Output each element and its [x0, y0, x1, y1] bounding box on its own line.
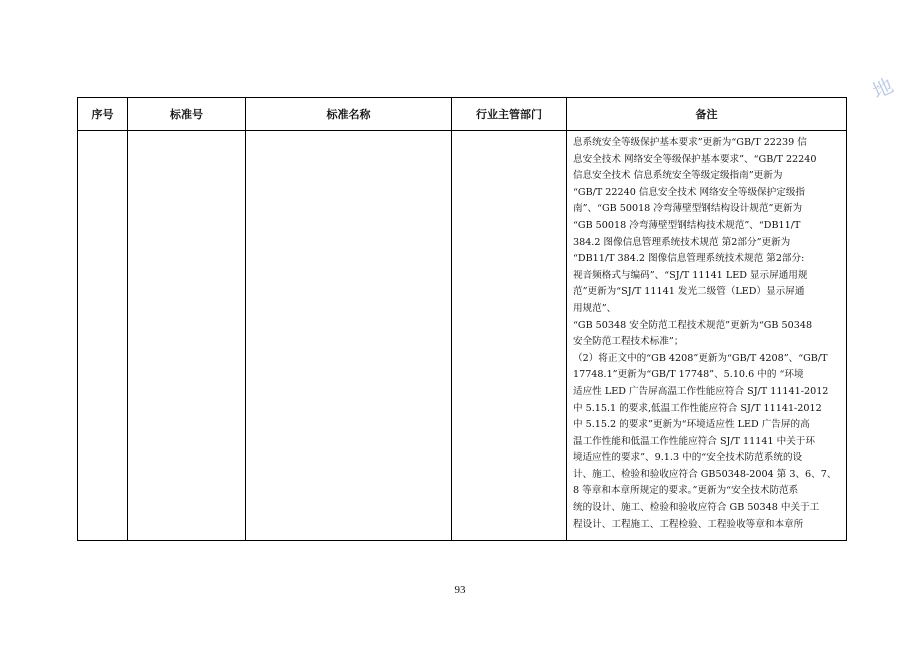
remark-line: 程设计、工程施工、工程检验、工程验收等章和本章所: [573, 518, 804, 530]
page-number: 93: [454, 584, 466, 596]
remarks-text: [567, 131, 846, 535]
watermark-text: 地: [868, 72, 899, 104]
remark-line: 统的设计、施工、检验和验收应符合 GB 50348 中关于工: [573, 502, 820, 514]
cell-remarks: [567, 131, 847, 541]
remark-line: “GB/T 22240 信息安全技术 网络安全等级保护定级指: [573, 186, 806, 198]
standards-table: [77, 97, 847, 541]
remark-line: 息安全技术 网络安全等级保护基本要求”、“GB/T 22240: [573, 153, 817, 165]
remark-line: 视音频格式与编码”、“SJ/T 11141 LED 显示屏通用规: [573, 269, 808, 281]
remark-line: 8 等章和本章所规定的要求。”更新为“安全技术防范系: [573, 485, 799, 497]
remark-line: 温工作性能和低温工作性能应符合 SJ/T 11141 中关于环: [573, 435, 815, 447]
remark-line: 计、施工、检验和验收应符合 GB50348-2004 第 3、6、7、: [573, 468, 837, 480]
table-row: [78, 131, 847, 541]
remark-line: 384.2 图像信息管理系统技术规范 第2部分”更新为: [573, 236, 791, 248]
cell-standard-name: [246, 131, 452, 541]
remark-line: 用规范”、: [573, 302, 617, 314]
header-standard-name: 标准名称: [246, 98, 452, 131]
remark-line: 境适应性的要求”、9.1.3 中的“安全技术防范系统的设: [573, 452, 803, 464]
header-department: 行业主管部门: [452, 98, 567, 131]
cell-standard-number: [128, 131, 246, 541]
remark-line: 信息安全技术 信息系统安全等级定级指南”更新为: [573, 170, 783, 182]
cell-department: [452, 131, 567, 541]
remark-line: （2）将正文中的“GB 4208”更新为“GB/T 4208”、“GB/T: [573, 352, 828, 364]
header-serial-number: 序号: [78, 98, 128, 131]
remark-line: 息系统安全等级保护基本要求”更新为“GB/T 22239 信: [573, 137, 807, 148]
remark-line: 中 5.15.2 的要求”更新为“环境适应性 LED 广告屏的高: [573, 419, 810, 431]
remark-line: 17748.1”更新为“GB/T 17748”、5.10.6 中的 “环境: [573, 369, 804, 381]
remark-line: 适应性 LED 广告屏高温工作性能应符合 SJ/T 11141-2012: [573, 385, 829, 397]
header-standard-number: 标准号: [128, 98, 246, 131]
remark-line: “GB 50348 安全防范工程技术规范”更新为“GB 50348: [573, 319, 813, 331]
remark-line: “DB11/T 384.2 图像信息管理系统技术规范 第2部分:: [573, 253, 805, 265]
remark-line: 南”、“GB 50018 冷弯薄壁型钢结构设计规范”更新为: [573, 203, 803, 215]
remark-line: “GB 50018 冷弯薄壁型钢结构技术规范”、“DB11/T: [573, 219, 801, 231]
cell-serial-number: [78, 131, 128, 541]
remark-line: 范”更新为“SJ/T 11141 发光二级管（LED）显示屏通: [573, 286, 805, 298]
header-remarks: 备注: [567, 98, 847, 131]
remark-line: 中 5.15.1 的要求,低温工作性能应符合 SJ/T 11141-2012: [573, 402, 822, 414]
table-header-row: [78, 98, 847, 131]
remark-line: 安全防范工程技术标准”；: [573, 336, 684, 348]
